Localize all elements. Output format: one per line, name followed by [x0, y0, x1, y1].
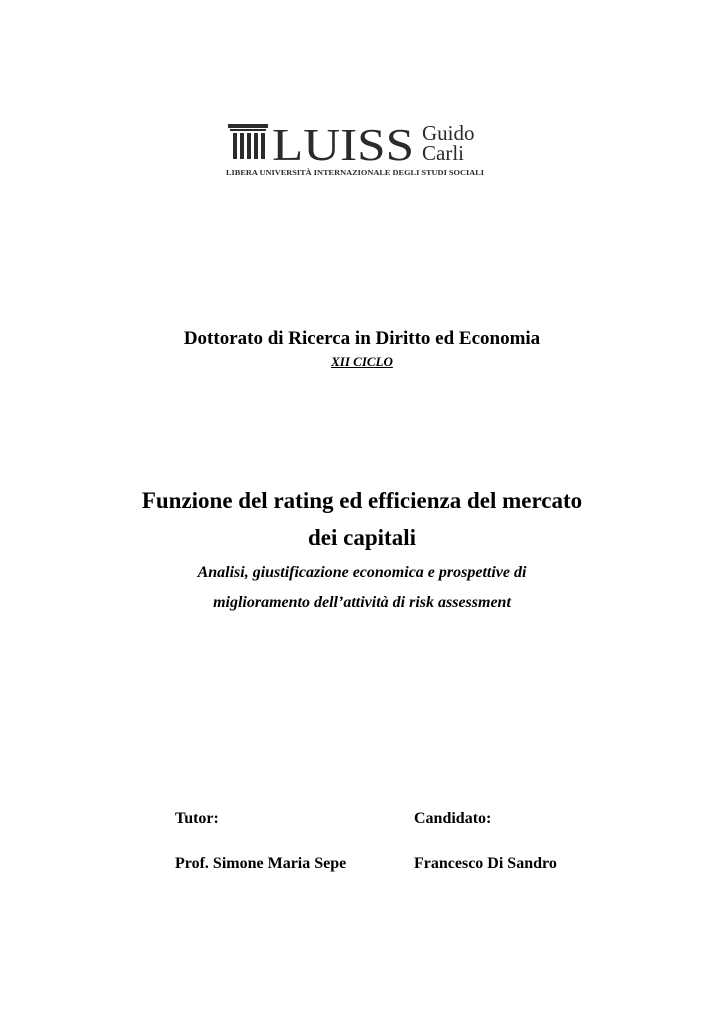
thesis-subtitle-line-2: miglioramento dell’attività di risk assessment	[213, 594, 511, 611]
candidate-label: Candidato:	[414, 810, 492, 827]
logo-tagline: LIBERA UNIVERSITÀ INTERNAZIONALE DEGLI STUDI SOCIALI	[226, 169, 485, 177]
candidate-name: Francesco Di Sandro	[414, 855, 557, 872]
program-cycle: XII CICLO	[331, 354, 393, 369]
column-icon	[228, 124, 268, 159]
logo-name-bottom: Carli	[422, 141, 464, 165]
program-title: Dottorato di Ricerca in Diritto ed Economia	[183, 328, 541, 349]
tutor-label: Tutor:	[175, 810, 219, 827]
logo-name-top: Guido	[422, 121, 475, 145]
logo-wordmark: LUISS	[272, 119, 414, 170]
luiss-logo	[226, 116, 488, 180]
thesis-title-line-2: dei capitali	[308, 525, 416, 550]
tutor-name: Prof. Simone Maria Sepe	[175, 855, 347, 872]
luiss-logo-graphic	[226, 116, 488, 180]
thesis-title-line-1: Funzione del rating ed efficienza del mercato	[141, 488, 583, 513]
thesis-subtitle-line-1: Analisi, giustificazione economica e prospettive di	[197, 564, 527, 581]
